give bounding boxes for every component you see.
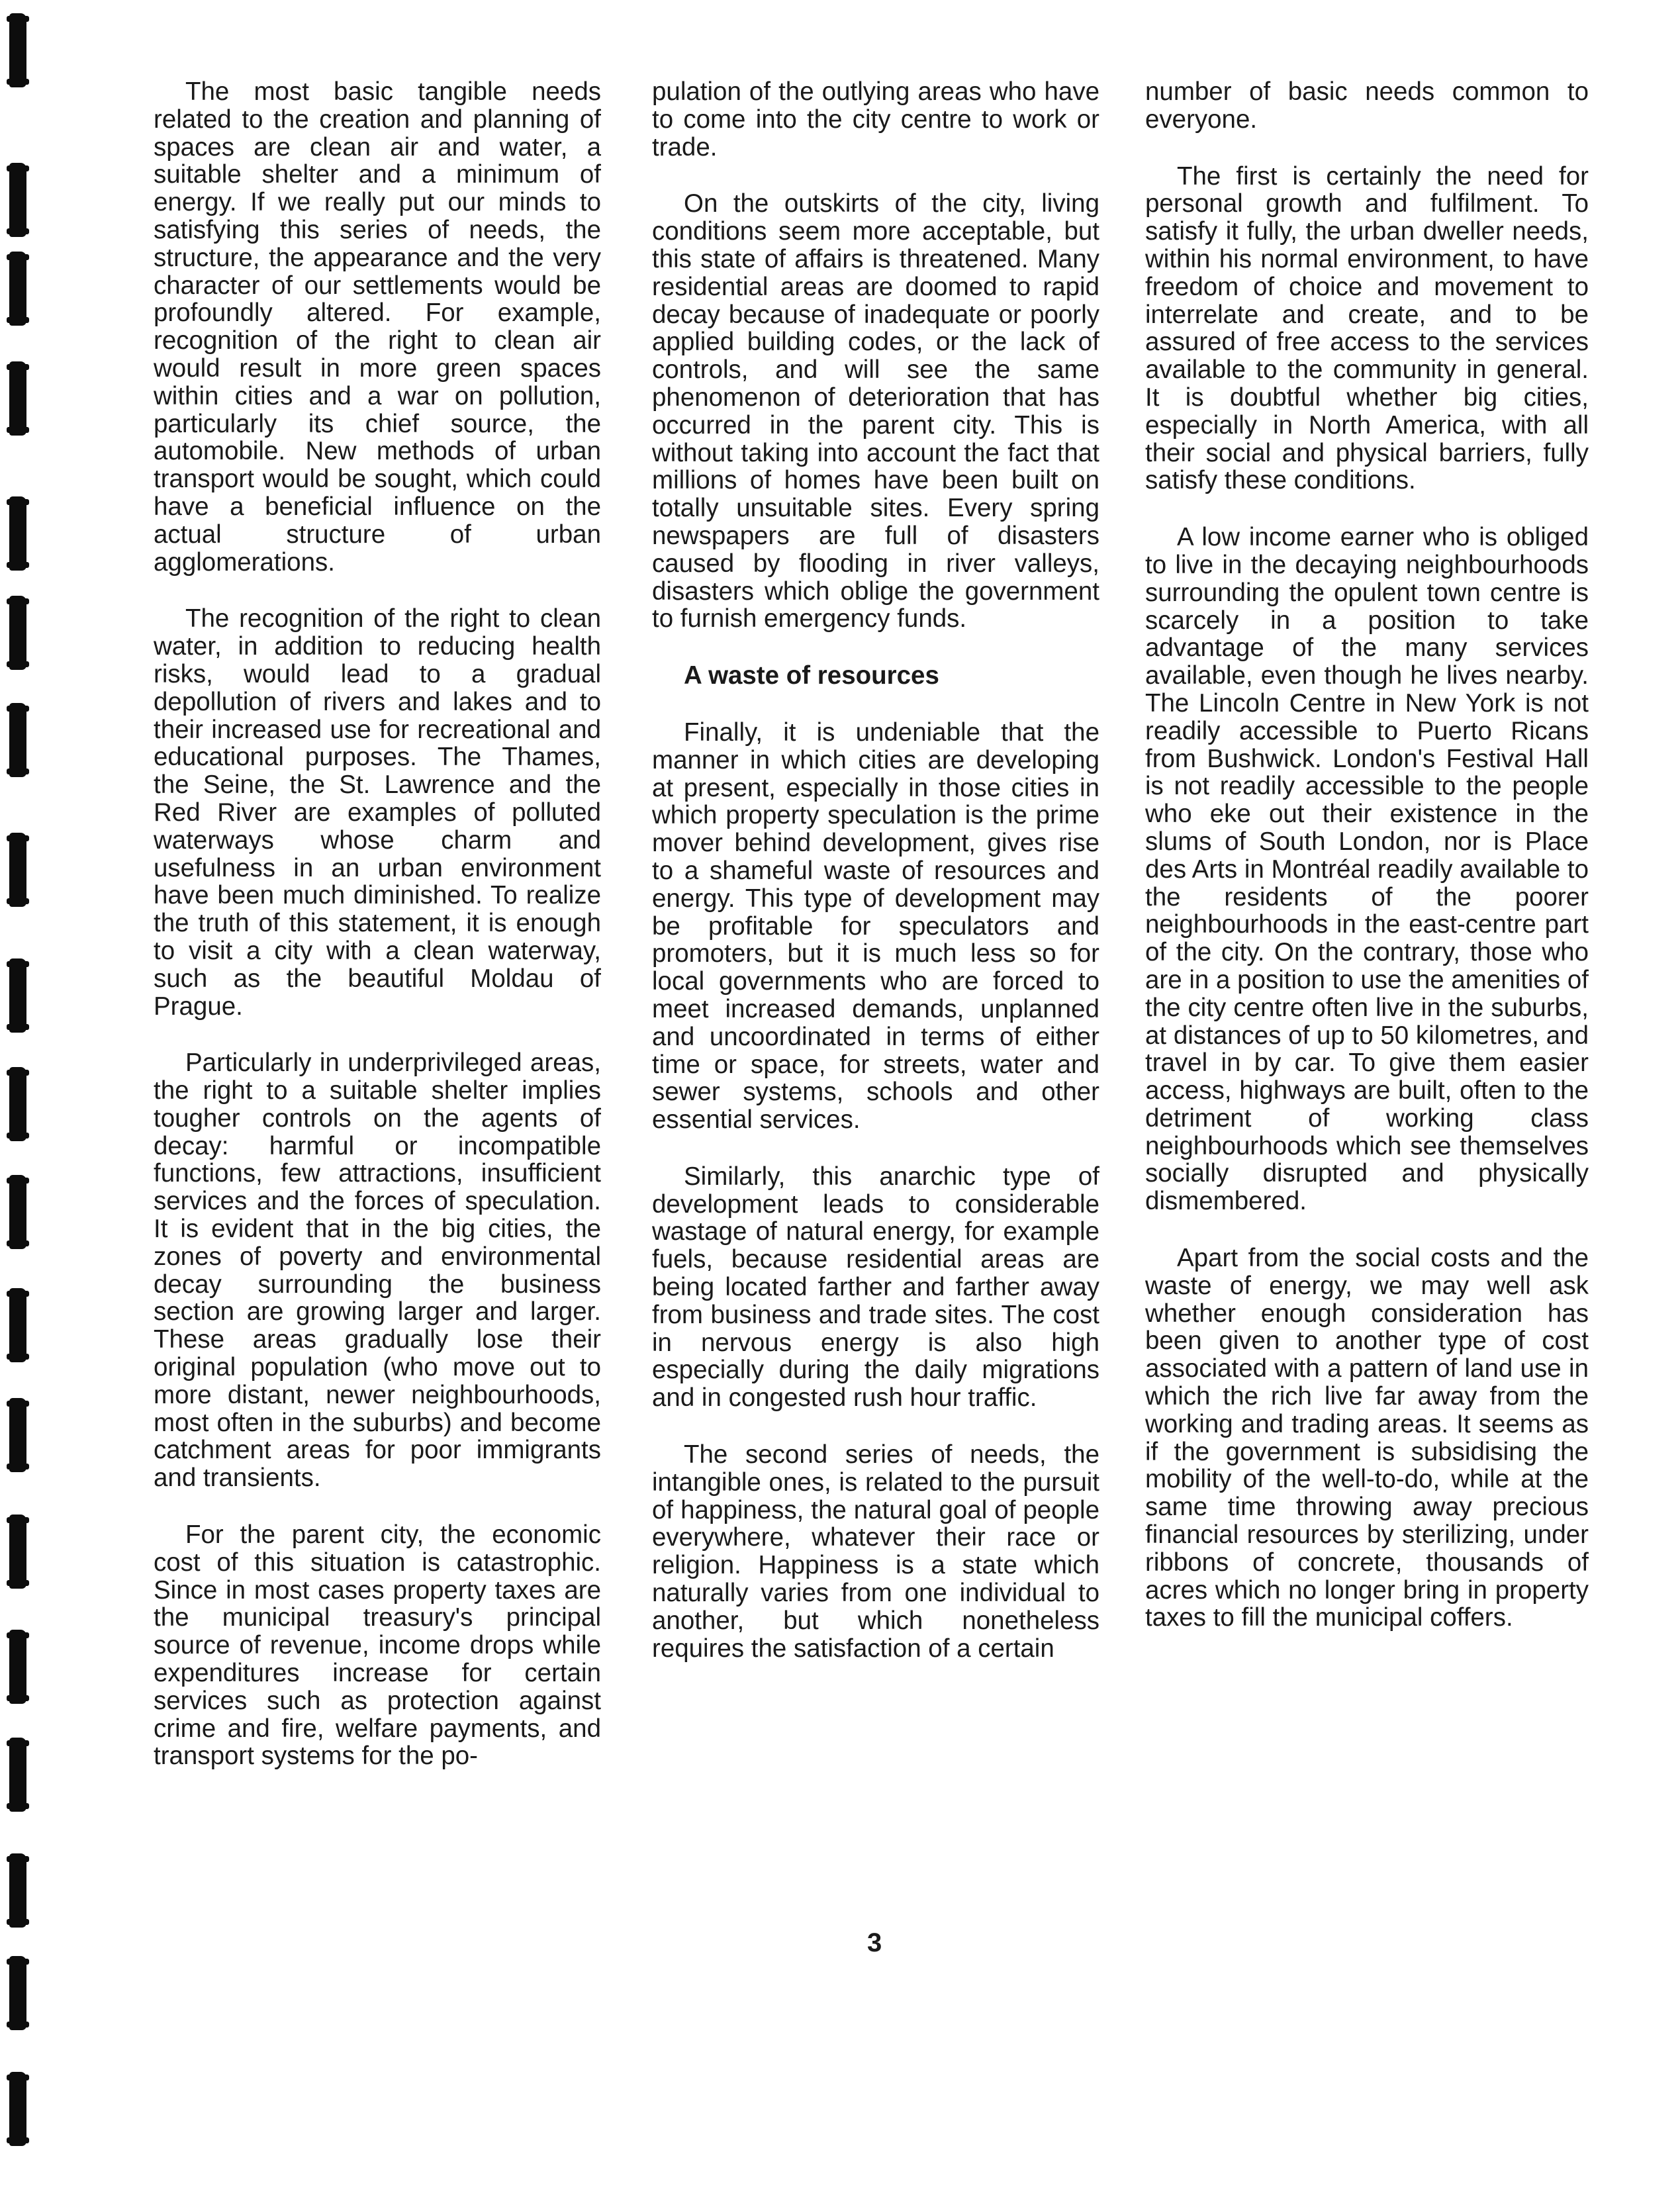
binding-hole [9,596,26,670]
binding-hole [9,2072,26,2146]
binding-hole [9,1853,26,1928]
paragraph: The recognition of the right to clean water, in addition to reducing health risks, would lead to a gradual depollution of rivers and lakes and to their increased use for recreational and educational purposes. The Thames, the Seine, the St. Lawrence and the Red River are examples of polluted waterways whose charm and usefulness in an urban environment have been much diminished. To realize the truth of this statement, it is enough to visit a city with a clean waterway, such as the beautiful Moldau of Prague. [154,604,601,1021]
binding-hole [9,833,26,907]
binding-hole [9,252,26,326]
binding-hole [9,1175,26,1249]
page-number: 3 [867,1928,882,1957]
binding-holes [0,0,40,2193]
binding-hole [9,361,26,436]
binding-hole [9,496,26,571]
paragraph: Particularly in underprivileged areas, the right to a suitable shelter implies tougher controls on the agents of decay: harmful or incompatible functions, few attractions, insufficient services and the forces of speculation. It is evident that in the big cities, the zones of poverty and environmental decay surrounding the business section are growing larger and larger. These areas gradually lose their original population (who move out to more distant, newer neighbourhoods, most often in the suburbs) and become catchment areas for poor immigrants and transients. [154,1049,601,1493]
section-heading: A waste of resources [684,661,939,690]
paragraph: The second series of needs, the intangible ones, is related to the pursuit of happiness, the natural goal of people everywhere, whatever their race or religion. Happiness is a state which naturally varies from one individual to another, but which nonetheless requires the satisfaction of a certain [652,1440,1099,1663]
paragraph: A low income earner who is obliged to live in the decaying neighbourhoods surrounding the opulent town centre is scarcely in a position to take advantage of the many services available, even though he lives nearby. The Lincoln Centre in New York is not readily accessible to Puerto Ricans from Bushwick. London's Festival Hall is not readily accessible to the people who eke out their existence in the slums of South London, nor is Place des Arts in Montréal readily available to the residents of the poorer neighbourhoods in the east-centre part of the city. On the contrary, those who are in a position to use the amenities of the city centre often live in the suburbs, at distances of up to 50 kilometres, and travel in by car. To give them easier access, highways are built, often to the detriment of working class neighbourhoods which see themselves socially disrupted and physically dismembered. [1145,523,1589,1216]
binding-hole [9,958,26,1033]
binding-hole [9,1515,26,1589]
paragraph-continued: pulation of the outlying areas who have to come into the city centre to work or trade. [652,77,1099,162]
paragraph-continued: number of basic needs common to everyone. [1145,77,1589,134]
paragraph: For the parent city, the economic cost of this situation is catastrophic. Since in most cases property taxes are the municipal treasury's principal source of revenue, income drops while expenditures increase for certain services such as protection against crime and fire, welfare payments, and transport systems for the po- [154,1520,601,1771]
binding-hole [9,13,26,87]
binding-hole [9,1956,26,2030]
text-column-1 [154,78,601,1799]
binding-hole [9,1630,26,1704]
paragraph: On the outskirts of the city, living conditions seem more acceptable, but this state of affairs is threatened. Many residential areas are doomed to rapid decay because of inadequate or poorly applied building codes, or the lack of controls, and will see the same phenomenon of deterioration that has occurred in the parent city. This is without taking into account the fact that millions of homes have been built on totally unsuitable sites. Every spring newspapers are full of disasters caused by flooding in river valleys, disasters which oblige the government to furnish emergency funds. [652,189,1099,633]
binding-hole [9,1738,26,1812]
binding-hole [9,1398,26,1472]
binding-hole [9,703,26,777]
paragraph: The most basic tangible needs related to the creation and planning of spaces are clean air and water, a suitable shelter and a minimum of energy. If we really put our minds to satisfying this series of needs, the structure, the appearance and the very character of our settlements would be profoundly altered. For example, recognition of the right to clean air would result in more green spaces within cities and a war on pollution, particularly its chief source, the automobile. New methods of urban transport would be sought, which could have a beneficial influence on the actual structure of urban agglomerations. [154,77,601,577]
binding-hole [9,1067,26,1141]
binding-hole [9,1288,26,1362]
paragraph: The first is certainly the need for personal growth and fulfilment. To satisfy it fully, the urban dweller needs, within his normal environment, to have freedom of choice and movement to interrelate and create, and to be assured of free access to the services available to the community in general. It is doubtful whether big cities, especially in North America, with all their social and physical barriers, fully satisfy these conditions. [1145,162,1589,495]
text-column-3 [1145,78,1589,1661]
paragraph: Similarly, this anarchic type of development leads to considerable wastage of natural energy, for example fuels, because residential areas are being located farther and farther away from business and trade sites. The cost in nervous energy is also high especially during the daily migrations and in congested rush hour traffic. [652,1162,1099,1413]
paragraph: Finally, it is undeniable that the manner in which cities are developing at present, especially in those cities in which property speculation is the prime mover behind development, gives rise to a shameful waste of resources and energy. This type of development may be profitable for speculators and promoters, but it is much less so for local governments who are forced to meet increased demands, unplanned and uncoordinated in terms of either time or space, for streets, water and sewer systems, schools and other essential services. [652,718,1099,1135]
text-column-2 [652,78,1099,1691]
paragraph: Apart from the social costs and the waste of energy, we may well ask whether enough consideration has been given to another type of cost associated with a pattern of land use in which the rich live far away from the working and trading areas. It seems as if the government is subsidising the mobility of the well-to-do, while at the same time throwing away precious financial resources by sterilizing, under ribbons of concrete, thousands of acres which no longer bring in property taxes to fill the municipal coffers. [1145,1244,1589,1632]
binding-hole [9,163,26,237]
